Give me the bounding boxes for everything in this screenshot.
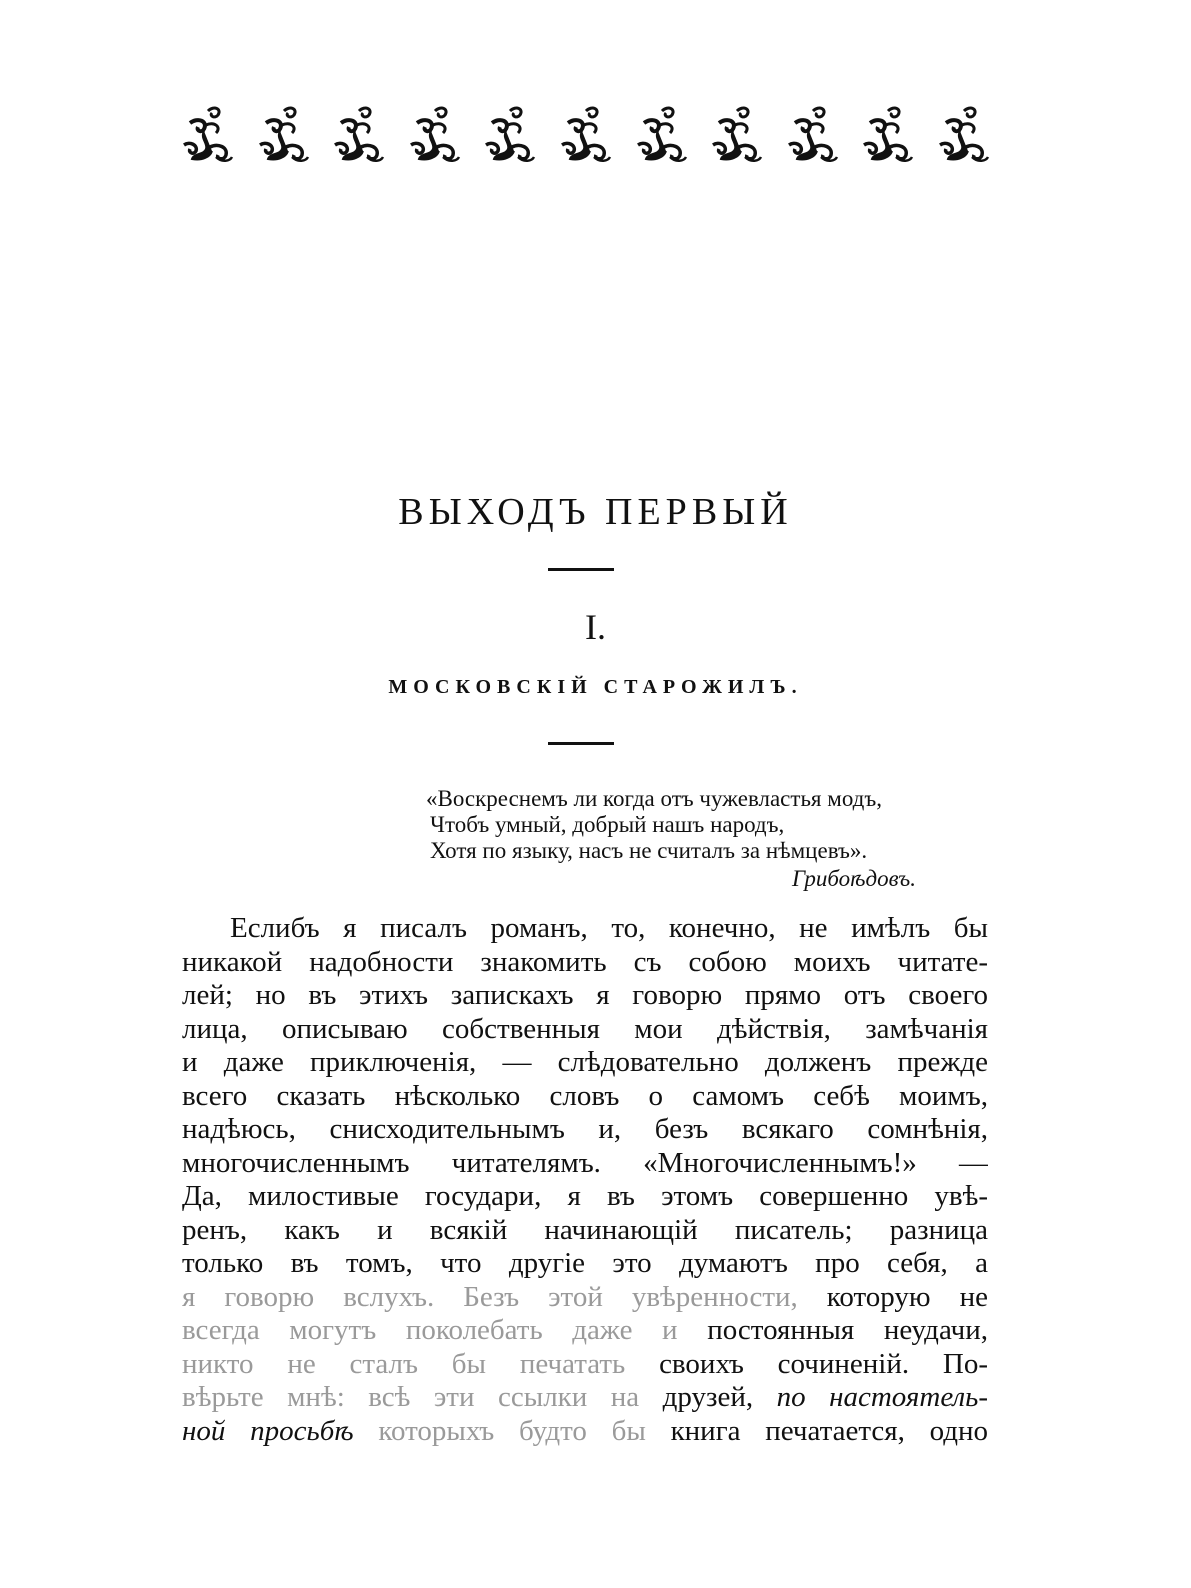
body-text <box>182 912 988 1448</box>
body-text-segment: по настоятель- <box>776 1381 988 1413</box>
ornament-band <box>178 100 990 170</box>
body-line <box>182 1046 988 1080</box>
body-line <box>182 1180 988 1214</box>
body-line <box>182 1113 988 1147</box>
body-line <box>182 912 988 946</box>
chapter-title: МОСКОВСКІЙ СТАРОЖИЛЪ. <box>388 676 803 698</box>
body-text-segment: надѣюсь, снисходительнымъ и, безъ всякаго сомнѣнія, <box>182 1113 988 1145</box>
body-text-segment: которую не <box>826 1280 988 1313</box>
body-line <box>182 1314 988 1348</box>
body-line <box>182 1080 988 1114</box>
title-rule <box>548 568 614 571</box>
body-text-segment: книга печатается, одно <box>670 1414 988 1447</box>
body-line <box>182 1247 988 1281</box>
floral-ornament-icon <box>632 103 688 167</box>
floral-ornament-icon <box>556 103 612 167</box>
floral-ornament-icon <box>329 103 385 167</box>
body-text-segment: и даже приключенія, — слѣдовательно долженъ прежде <box>182 1046 988 1078</box>
body-text-segment: только въ томъ, что другіе это думаютъ про себя, а <box>182 1247 988 1279</box>
epigraph-author: Грибоѣдовъ. <box>791 866 916 891</box>
body-line <box>182 1013 988 1047</box>
body-text-segment: своихъ сочиненій. По- <box>659 1347 988 1380</box>
body-line <box>182 1415 988 1449</box>
body-text-segment: многочисленнымъ читателямъ. «Многочисленнымъ!» — <box>182 1146 988 1179</box>
body-line <box>182 1147 988 1181</box>
epigraph-line: «Воскреснемъ ли когда отъ чужевластья модъ, <box>426 786 883 811</box>
body-text-segment: никакой надобности знакомить съ собою моихъ читате- <box>182 945 988 978</box>
floral-ornament-icon <box>783 103 839 167</box>
floral-ornament-icon <box>707 103 763 167</box>
body-text-segment: всегда могутъ поколебать даже и <box>182 1314 708 1346</box>
body-text-segment: постоянныя неудачи, <box>707 1314 988 1346</box>
body-text-segment: лей; но въ этихъ запискахъ я говорю прямо отъ своего <box>182 979 988 1011</box>
epigraph-line: Чтобъ умный, добрый нашъ народъ, <box>430 812 785 837</box>
floral-ornament-icon <box>254 103 310 167</box>
body-text-segment: всего сказать нѣсколько словъ о самомъ себѣ моимъ, <box>182 1079 988 1112</box>
chapter-number: I. <box>585 607 606 647</box>
body-text-segment: никто не сталъ бы печатать <box>182 1347 660 1380</box>
body-text-segment: которыхъ будто бы <box>353 1414 671 1447</box>
epigraph-line: Хотя по языку, насъ не считалъ за нѣмцевъ». <box>430 838 868 863</box>
body-line <box>182 1348 988 1382</box>
epigraph <box>426 786 986 892</box>
body-text-segment: ренъ, какъ и всякій начинающій писатель; разница <box>182 1213 988 1246</box>
body-line <box>182 946 988 980</box>
floral-ornament-icon <box>405 103 461 167</box>
floral-ornament-icon <box>858 103 914 167</box>
body-text-segment: ной просьбѣ <box>182 1414 354 1447</box>
chapter-rule <box>548 742 614 745</box>
body-line <box>182 1381 988 1415</box>
body-line <box>182 979 988 1013</box>
body-text-segment: Еслибъ я писалъ романъ, то, конечно, не имѣлъ бы <box>230 912 988 944</box>
floral-ornament-icon <box>934 103 990 167</box>
body-text-segment: вѣрьте мнѣ: всѣ эти ссылки на <box>182 1381 663 1413</box>
body-line <box>182 1214 988 1248</box>
floral-ornament-icon <box>178 103 234 167</box>
body-text-segment: друзей, <box>662 1381 777 1413</box>
body-text-segment: Да, милостивые государи, я въ этомъ совершенно увѣ- <box>182 1180 988 1212</box>
body-text-segment: я говорю вслухъ. Безъ этой увѣренности, <box>182 1280 827 1313</box>
body-text-segment: лица, описываю собственныя мои дѣйствія, замѣчанія <box>182 1012 988 1045</box>
body-line <box>182 1281 988 1315</box>
part-title: ВЫХОДЪ ПЕРВЫЙ <box>398 491 793 533</box>
floral-ornament-icon <box>480 103 536 167</box>
